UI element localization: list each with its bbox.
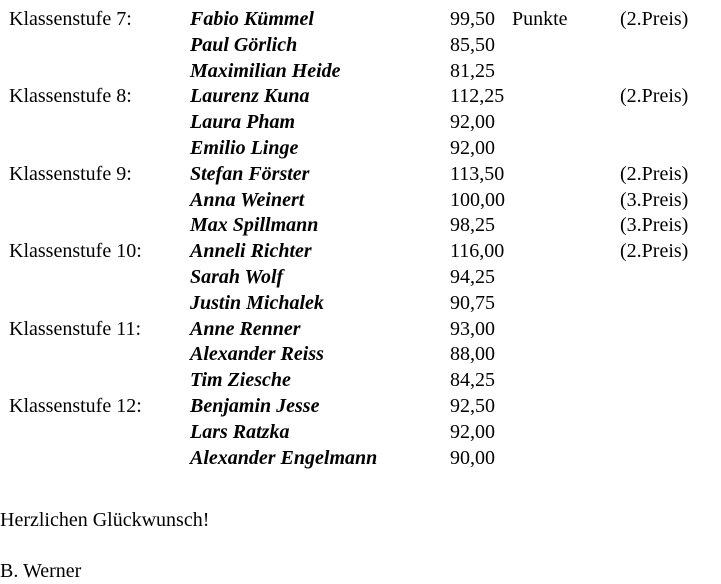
result-row <box>0 368 721 394</box>
result-row <box>0 317 721 343</box>
results-list <box>0 7 721 471</box>
score-value: 100,00 <box>450 188 505 211</box>
student-name: Laurenz Kuna <box>190 85 310 108</box>
student-name: Max Spillmann <box>190 214 319 237</box>
score-value: 94,25 <box>450 265 495 288</box>
student-name: Anna Weinert <box>190 188 305 211</box>
prize-label: (2.Preis) <box>620 8 689 30</box>
student-name: Tim Ziesche <box>190 369 291 392</box>
score-value: 90,00 <box>450 446 495 469</box>
score-value: 84,25 <box>450 369 495 392</box>
grade-label: Klassenstufe 7: <box>9 8 132 30</box>
student-name: Stefan Förster <box>190 162 310 185</box>
grade-label: Klassenstufe 8: <box>9 85 132 108</box>
student-name: Alexander Reiss <box>190 343 324 366</box>
result-row <box>0 446 721 472</box>
result-row <box>0 162 721 188</box>
result-row <box>0 110 721 136</box>
student-name: Fabio Kümmel <box>190 8 314 30</box>
student-name: Anneli Richter <box>190 240 312 263</box>
student-name: Justin Michalek <box>190 291 324 314</box>
student-name: Emilio Linge <box>190 136 299 159</box>
signature-text: B. Werner <box>0 560 82 582</box>
result-row <box>0 84 721 110</box>
score-value: 92,00 <box>450 136 495 159</box>
result-row <box>0 59 721 85</box>
student-name: Alexander Engelmann <box>190 446 378 469</box>
prize-label: (2.Preis) <box>620 240 689 263</box>
score-value: 98,25 <box>450 214 495 237</box>
prize-label: (3.Preis) <box>620 188 689 211</box>
result-row <box>0 394 721 420</box>
score-value: 85,50 <box>450 33 495 56</box>
result-row <box>0 420 721 446</box>
result-row <box>0 239 721 265</box>
student-name: Anne Renner <box>190 317 301 340</box>
score-value: 90,75 <box>450 291 495 314</box>
score-unit: Punkte <box>512 8 568 30</box>
score-value: 116,00 <box>450 240 505 263</box>
result-row <box>0 342 721 368</box>
score-value: 113,50 <box>450 162 505 185</box>
score-value: 99,50 <box>450 8 495 30</box>
result-row <box>0 33 721 59</box>
prize-label: (2.Preis) <box>620 85 689 108</box>
result-row <box>0 265 721 291</box>
result-row <box>0 213 721 239</box>
student-name: Paul Görlich <box>190 33 298 56</box>
score-value: 92,00 <box>450 420 495 443</box>
student-name: Benjamin Jesse <box>190 394 320 417</box>
grade-label: Klassenstufe 12: <box>9 394 142 417</box>
student-name: Laura Pham <box>190 111 296 134</box>
score-value: 93,00 <box>450 317 495 340</box>
score-value: 81,25 <box>450 59 495 82</box>
student-name: Sarah Wolf <box>190 265 284 288</box>
student-name: Lars Ratzka <box>190 420 290 443</box>
prize-label: (3.Preis) <box>620 214 689 237</box>
congratulations-text: Herzlichen Glückwunsch! <box>0 509 210 531</box>
student-name: Maximilian Heide <box>190 59 341 82</box>
result-row <box>0 7 721 33</box>
result-row <box>0 136 721 162</box>
grade-label: Klassenstufe 10: <box>9 240 142 263</box>
score-value: 88,00 <box>450 343 495 366</box>
result-row <box>0 188 721 214</box>
grade-label: Klassenstufe 9: <box>9 162 132 185</box>
grade-label: Klassenstufe 11: <box>9 317 142 340</box>
score-value: 92,50 <box>450 394 495 417</box>
result-row <box>0 291 721 317</box>
prize-label: (2.Preis) <box>620 162 689 185</box>
score-value: 112,25 <box>450 85 505 108</box>
score-value: 92,00 <box>450 111 495 134</box>
